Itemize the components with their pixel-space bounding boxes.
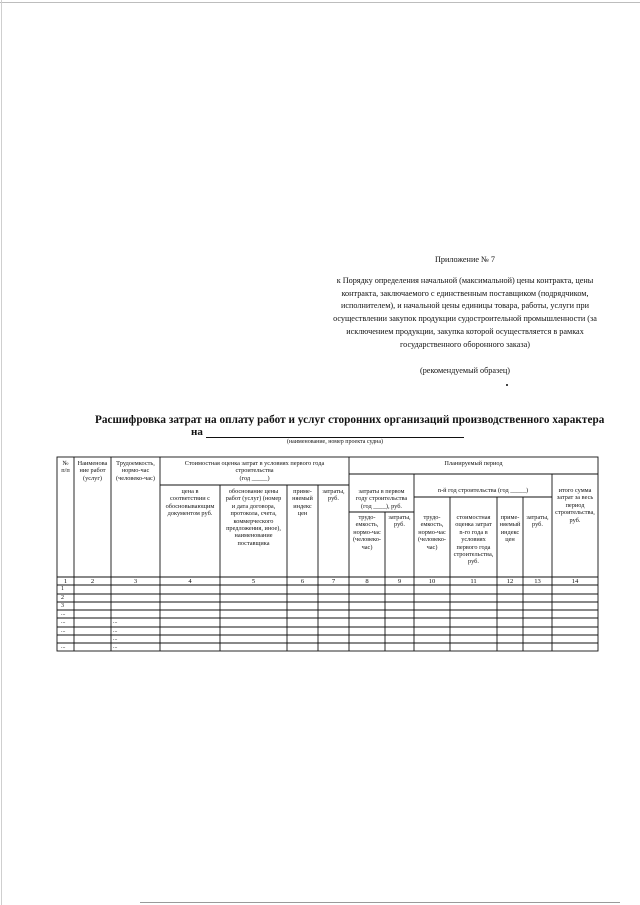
appendix-number: Приложение № 7 (435, 255, 495, 264)
vessel-name-line (206, 437, 464, 438)
appendix-text: к Порядку определения начальной (максимальной) цены контракта, цены контракта, заключаемого с единственным поставщиком (подрядчиком, исполнителем), и начальной цены единицы товара, работы, услуги при осуществлении закупок продукции судостроительной промышленности (за исключением продукции, закупка которой осуществляется в рамках государственного оборонного заказа) (333, 275, 597, 349)
col-number-1: 1 (63, 578, 68, 585)
header-col-1: № п/п (61, 460, 70, 475)
col-number-12: 12 (506, 578, 514, 585)
row-label-5: ... (61, 619, 66, 625)
header-col-9: затраты, руб. (388, 514, 411, 529)
header-first-year-costs: затраты в первом году строительства (год ____), руб. (355, 488, 408, 510)
col-number-8: 8 (365, 578, 369, 585)
col-number-3: 3 (133, 578, 138, 585)
col-number-6: 6 (300, 578, 305, 585)
row-label-4: ... (61, 611, 66, 617)
header-col-11: стоимостная оценка затрат n-го года в условиях первого года строительства, руб. (453, 514, 494, 566)
row-col3-dots-1: ... (113, 619, 118, 625)
header-col-13: затраты, руб. (526, 514, 549, 529)
header-col-8: трудо- емкость, нормо-час (человеко- час) (352, 514, 382, 551)
header-col-5: обоснование цены работ (услуг) (номер и дата договора, протокола, счета, коммерческого предложения, иное), наименование поставщика (225, 488, 282, 547)
col-number-11: 11 (470, 578, 477, 585)
col-number-4: 4 (188, 578, 192, 585)
row-label-7: ... (61, 644, 66, 650)
page-edge-bottom (140, 902, 620, 903)
row-label-1: 1 (61, 586, 64, 592)
vessel-name-caption: (наименование, номер проекта судна) (286, 439, 384, 445)
row-label-2: 2 (61, 595, 64, 601)
page-edge-left (1, 0, 2, 905)
row-label-3: 3 (61, 603, 64, 609)
header-col-12: приме- няемый индекс цен (499, 514, 521, 544)
col-number-5: 5 (251, 578, 256, 585)
header-nth-year-group: n-й год строительства (год _____) (437, 487, 529, 494)
scan-dot (506, 384, 508, 386)
row-label-6: ... (61, 628, 66, 634)
header-col-3: Трудоемкость, нормо-час (человеко-час) (116, 460, 155, 482)
row-col3-dots-4: ... (113, 644, 118, 650)
header-col-7: затраты, руб. (322, 488, 345, 503)
col-number-14: 14 (571, 578, 579, 585)
na-label: на (191, 426, 203, 438)
sample-note: (рекомендуемый образец) (419, 366, 510, 375)
col-number-2: 2 (90, 578, 95, 585)
page-edge-top (0, 2, 640, 3)
header-col-2: Наименова ние работ (услуг) (77, 460, 108, 482)
header-planned-group: Планируемый период (444, 460, 503, 467)
header-first-year-group: Стоимостная оценка затрат в условиях первого года строительства (год _____) (184, 460, 325, 482)
appendix-block (330, 254, 600, 352)
col-number-13: 13 (534, 578, 541, 585)
row-col3-dots-2: ... (113, 628, 118, 634)
document-title: Расшифровка затрат на оплату работ и услуг сторонних организаций производственного характера (95, 414, 605, 426)
header-col-14: итого сумма затрат за весь период строительства, руб. (555, 487, 595, 524)
header-col-10: трудо- емкость, нормо-час (человеко- час) (417, 514, 447, 551)
header-col-4: цена в соответствии с обосновывающим документом руб. (165, 488, 215, 518)
col-number-10: 10 (428, 578, 436, 585)
header-col-6: приме- няемый индекс цен (292, 488, 313, 518)
col-number-7: 7 (331, 578, 336, 585)
col-number-9: 9 (397, 578, 402, 585)
row-col3-dots-3: ... (113, 636, 118, 642)
